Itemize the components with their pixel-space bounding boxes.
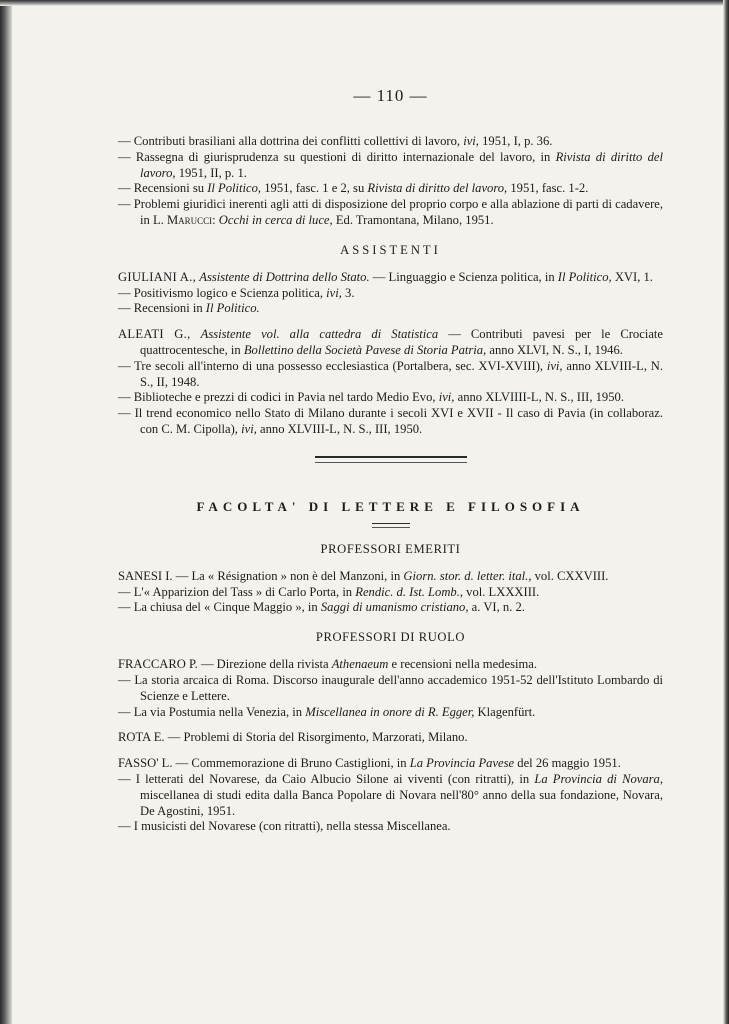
author-block-rota [118, 730, 663, 746]
author-block-fraccaro [118, 657, 663, 720]
list-item: FRACCARO P. — Direzione della rivista Athenaeum e recensioni nella medesima. [118, 657, 538, 672]
list-item: — Contributi brasiliani alla dottrina dei conflitti collettivi di lavoro, ivi, 1951, I, p. 36. [118, 134, 553, 148]
section-heading-ruolo: PROFESSORI DI RUOLO [315, 630, 466, 645]
faculty-title: FACOLTA' DI LETTERE E FILOSOFIA [196, 498, 585, 514]
list-item: — I musicisti del Novarese (con ritratti), nella stessa Miscellanea. [118, 819, 451, 834]
page-number: — 110 — [353, 86, 428, 105]
list-item: — Recensioni in Il Politico. [118, 301, 260, 316]
top-entries [118, 134, 663, 229]
section-heading-assistenti: ASSISTENTI [340, 242, 441, 257]
list-item: — La storia arcaica di Roma. Discorso inaugurale dell'anno accademico 1951-52 dell'Istituto Lombardo di Scienze e Lettere. [118, 672, 663, 703]
section-divider-rule [315, 456, 467, 463]
list-item: FASSO' L. — Commemorazione di Bruno Castiglioni, in La Provincia Pavese del 26 maggio 1951. [118, 756, 621, 771]
author-block-aleati [118, 327, 663, 438]
list-item: — Tre secoli all'interno di una possesso ecclesiastica (Portalbera, sec. XVI-XVIII), ivi, anno XLVIII-L, N. S., II, 1948. [118, 358, 663, 389]
list-item: ROTA E. — Problemi di Storia del Risorgimento, Marzorati, Milano. [118, 730, 468, 745]
list-item: — La chiusa del « Cinque Maggio », in Saggi di umanismo cristiano, a. VI, n. 2. [118, 600, 525, 615]
list-item: GIULIANI A., Assistente di Dottrina dello Stato. — Linguaggio e Scienza politica, in Il Politico, XVI, 1. [118, 269, 653, 284]
scan-edge-top [0, 0, 729, 6]
author-block-fasso [118, 756, 663, 835]
author-block-sanesi [118, 569, 663, 616]
list-item: — Positivismo logico e Scienza politica, ivi, 3. [118, 285, 355, 300]
list-item: — La via Postumia nella Venezia, in Miscellanea in onore di R. Egger, Klagenfürt. [118, 704, 536, 719]
list-item: — I letterati del Novarese, da Caio Albucio Silone ai viventi (con ritratti), in La Provincia di Novara, miscellanea di studi edita dalla Banca Popolare di Novara nell'80° anno della sua fondazione, Novara, De Agostini, 1951. [118, 771, 664, 818]
author-block-giuliani [118, 270, 663, 317]
scan-edge-right [723, 0, 729, 1024]
list-item: — L'« Apparizion del Tass » di Carlo Porta, in Rendic. d. Ist. Lomb., vol. LXXXIII. [118, 584, 540, 599]
title-underline-rule [372, 523, 410, 528]
list-item: — Biblioteche e prezzi di codici in Pavia nel tardo Medio Evo, ivi, anno XLVIIII-L, N. S., III, 1950. [118, 390, 624, 405]
section-heading-emeriti: PROFESSORI EMERITI [320, 541, 461, 556]
list-item: ALEATI G., Assistente vol. alla cattedra di Statistica — Contributi pavesi per le Crociate quattrocentesche, in Bollettino della Società Pavese di Storia Patria, anno XLVI, N. S., I, 1946. [118, 327, 663, 357]
list-item: — Problemi giuridici inerenti agli atti di disposizione del proprio corpo e alla ablazione di parti di cadavere, in L. Marucci: Occhi in cerca di luce, Ed. Tramontana, Milano, 1951. [118, 197, 663, 227]
list-item: SANESI I. — La « Résignation » non è del Manzoni, in Giorn. stor. d. letter. ital., vol. CXXVIII. [118, 568, 609, 583]
list-item: — Il trend economico nello Stato di Milano durante i secoli XVI e XVII - Il caso di Pavia (in collaboraz. con C. M. Cipolla), ivi, anno XLVIII-L, N. S., III, 1950. [118, 406, 663, 436]
list-item: — Rassegna di giurisprudenza su questioni di diritto internazionale del lavoro, in Rivista di diritto del lavoro, 1951, II, p. 1. [118, 149, 663, 180]
scan-edge-left [0, 0, 12, 1024]
document-page [118, 86, 663, 845]
list-item: — Recensioni su Il Politico, 1951, fasc. 1 e 2, su Rivista di diritto del lavoro, 1951, fasc. 1-2. [118, 181, 589, 196]
